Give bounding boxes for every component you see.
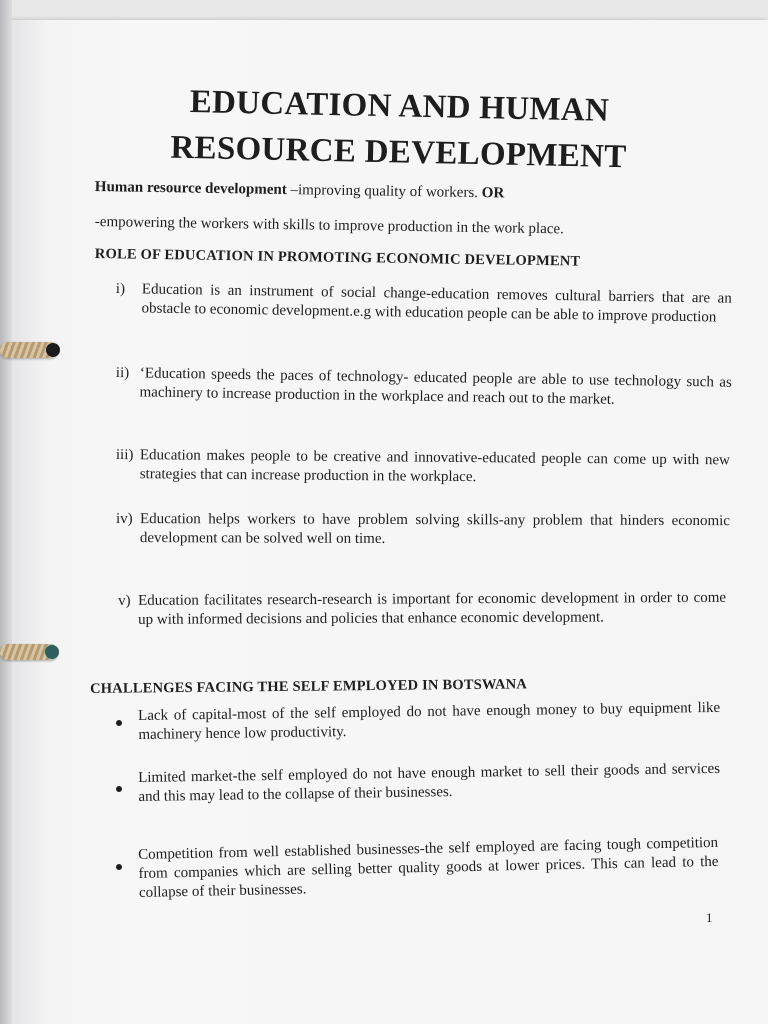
list-marker: ii) bbox=[115, 364, 130, 382]
section-heading-role-of-education: ROLE OF EDUCATION IN PROMOTING ECONOMIC DEVELOPMENT bbox=[94, 245, 581, 270]
list-item-text: Competition from well established businesses-the self employed are facing tough competition from companies which are selling better quality goods at lower prices. This can lead to the collapse of their businesses. bbox=[138, 834, 719, 901]
list-marker: iv) bbox=[115, 511, 133, 528]
document-title bbox=[138, 78, 660, 181]
definition-alternative: -empowering the workers with skills to improve production in the work place. bbox=[94, 213, 565, 238]
background-top bbox=[0, 0, 768, 22]
page-number: 1 bbox=[706, 910, 713, 925]
punch-hole-top bbox=[46, 343, 60, 357]
list-item-text: Education makes people to be creative and innovative-educated people can come up with new strategies that can increase production in the workplace. bbox=[139, 447, 730, 486]
punch-hole-bottom bbox=[45, 645, 59, 659]
list-item-text: Education facilitates research-research is important for economic development in order to come up with informed decisions and policies that enhance economic development. bbox=[138, 589, 727, 628]
list-marker: iii) bbox=[115, 446, 134, 464]
title-line-2: RESOURCE DEVELOPMENT bbox=[170, 129, 627, 176]
list-item-text: ‘Education speeds the paces of technology- educated people are able to use technology such as machinery to increase production in the workplace and reach out to the market. bbox=[139, 365, 732, 408]
list-item-text: Lack of capital-most of the self employed do not have enough money to buy equipment like machinery hence low productivity. bbox=[138, 699, 721, 743]
list-marker: i) bbox=[115, 280, 126, 298]
list-item-text: Education is an instrument of social change-education removes cultural barriers that are an obstacle to economic development.e.g with education people can be able to improve production bbox=[141, 281, 732, 326]
bullet-icon bbox=[116, 786, 122, 792]
definition-term: Human resource development bbox=[94, 178, 287, 199]
bullet-icon bbox=[116, 720, 122, 726]
list-item-text: Education helps workers to have problem solving skills-any problem that hinders economic development can be solved well on time. bbox=[139, 511, 730, 547]
list-marker: v) bbox=[118, 592, 131, 609]
definition-or: OR bbox=[481, 185, 505, 202]
list-item-text: Limited market-the self employed do not have enough market to sell their goods and services and this may lead to the collapse of their businesses. bbox=[138, 760, 721, 805]
title-line-1: EDUCATION AND HUMAN bbox=[189, 84, 610, 129]
section-heading-challenges: CHALLENGES FACING THE SELF EMPLOYED IN BOTSWANA bbox=[90, 676, 528, 697]
bullet-icon bbox=[116, 864, 122, 870]
definition-meaning: –improving quality of workers. bbox=[286, 182, 479, 202]
binding-edge bbox=[0, 0, 12, 1024]
